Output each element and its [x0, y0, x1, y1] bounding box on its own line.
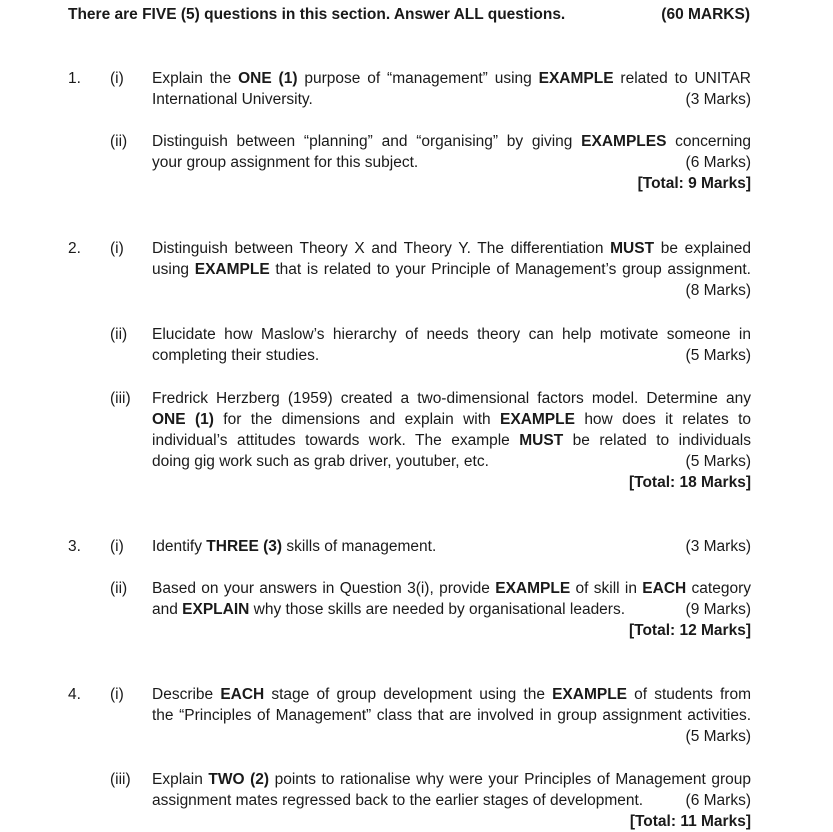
part-text: Describe EACH stage of group development using the EXAMPLE of students from the “Principles of Management” class that are involved in group assignment activities. (5 Marks) — [152, 686, 751, 745]
part-marks: (3 Marks) — [685, 91, 751, 108]
part-text: Explain TWO (2) points to rationalise why were your Principles of Management group assignment mates regressed back to the earlier stages of development. (6 Marks) [Total: 11 Marks] — [152, 771, 751, 830]
question-total: [Total: 12 Marks] — [628, 622, 751, 639]
part-text: Distinguish between Theory X and Theory Y. The differentiation MUST be explained using EXAMPLE that is related to your Principle of Management’s group assignment. (8 Marks) — [152, 240, 751, 299]
question-number: 4. — [68, 686, 81, 703]
part-text: Distinguish between “planning” and “organising” by giving EXAMPLES concerning your group assignment for this subject. (6 Marks) [Total: 9 Marks] — [152, 133, 751, 192]
part-marks: (5 Marks) — [685, 453, 751, 470]
part-label: (i) — [110, 686, 124, 703]
question-total: [Total: 11 Marks] — [629, 813, 751, 830]
part-marks: (8 Marks) — [685, 282, 751, 299]
part-label: (ii) — [110, 133, 128, 150]
part-text: Based on your answers in Question 3(i), provide EXAMPLE of skill in EACH category and EXPLAIN why those skills are needed by organisational leaders. (9 Marks) [Total: 12 Marks] — [152, 580, 751, 639]
part-text: Elucidate how Maslow’s hierarchy of needs theory can help motivate someone in completing their studies. (5 Marks) — [152, 326, 751, 364]
question-number: 3. — [68, 538, 81, 555]
part-marks: (5 Marks) — [685, 728, 751, 745]
part-label: (i) — [110, 538, 124, 555]
part-marks: (6 Marks) — [685, 792, 751, 809]
section-marks: (60 MARKS) — [661, 6, 750, 23]
part-label: (ii) — [110, 580, 128, 597]
part-marks: (5 Marks) — [685, 347, 751, 364]
part-marks: (6 Marks) — [685, 154, 751, 171]
part-marks: (3 Marks) — [685, 538, 751, 555]
part-text: Explain the ONE (1) purpose of “management” using EXAMPLE related to UNITAR International University. (3 Marks) — [152, 70, 751, 108]
question-number: 1. — [68, 70, 81, 87]
instruction-text: There are FIVE (5) questions in this section. Answer ALL questions. — [68, 6, 566, 23]
part-label: (iii) — [110, 390, 131, 407]
question-total: [Total: 18 Marks] — [628, 474, 751, 491]
question-number: 2. — [68, 240, 81, 257]
part-label: (i) — [110, 70, 124, 87]
question-total: [Total: 9 Marks] — [637, 175, 751, 192]
section-instructions — [68, 4, 750, 25]
part-label: (i) — [110, 240, 124, 257]
part-text: Identify THREE (3) skills of management. (3 Marks) — [152, 538, 751, 555]
part-label: (iii) — [110, 771, 131, 788]
part-text: Fredrick Herzberg (1959) created a two-dimensional factors model. Determine any ONE (1) for the dimensions and explain with EXAMPLE how does it relates to individual’s attitudes towards work. The example MUST be related to individuals doing gig work such as grab driver, youtuber, etc. (5 Marks) [Total: 18 Marks] — [152, 390, 752, 491]
part-label: (ii) — [110, 326, 128, 343]
part-marks: (9 Marks) — [685, 601, 751, 618]
